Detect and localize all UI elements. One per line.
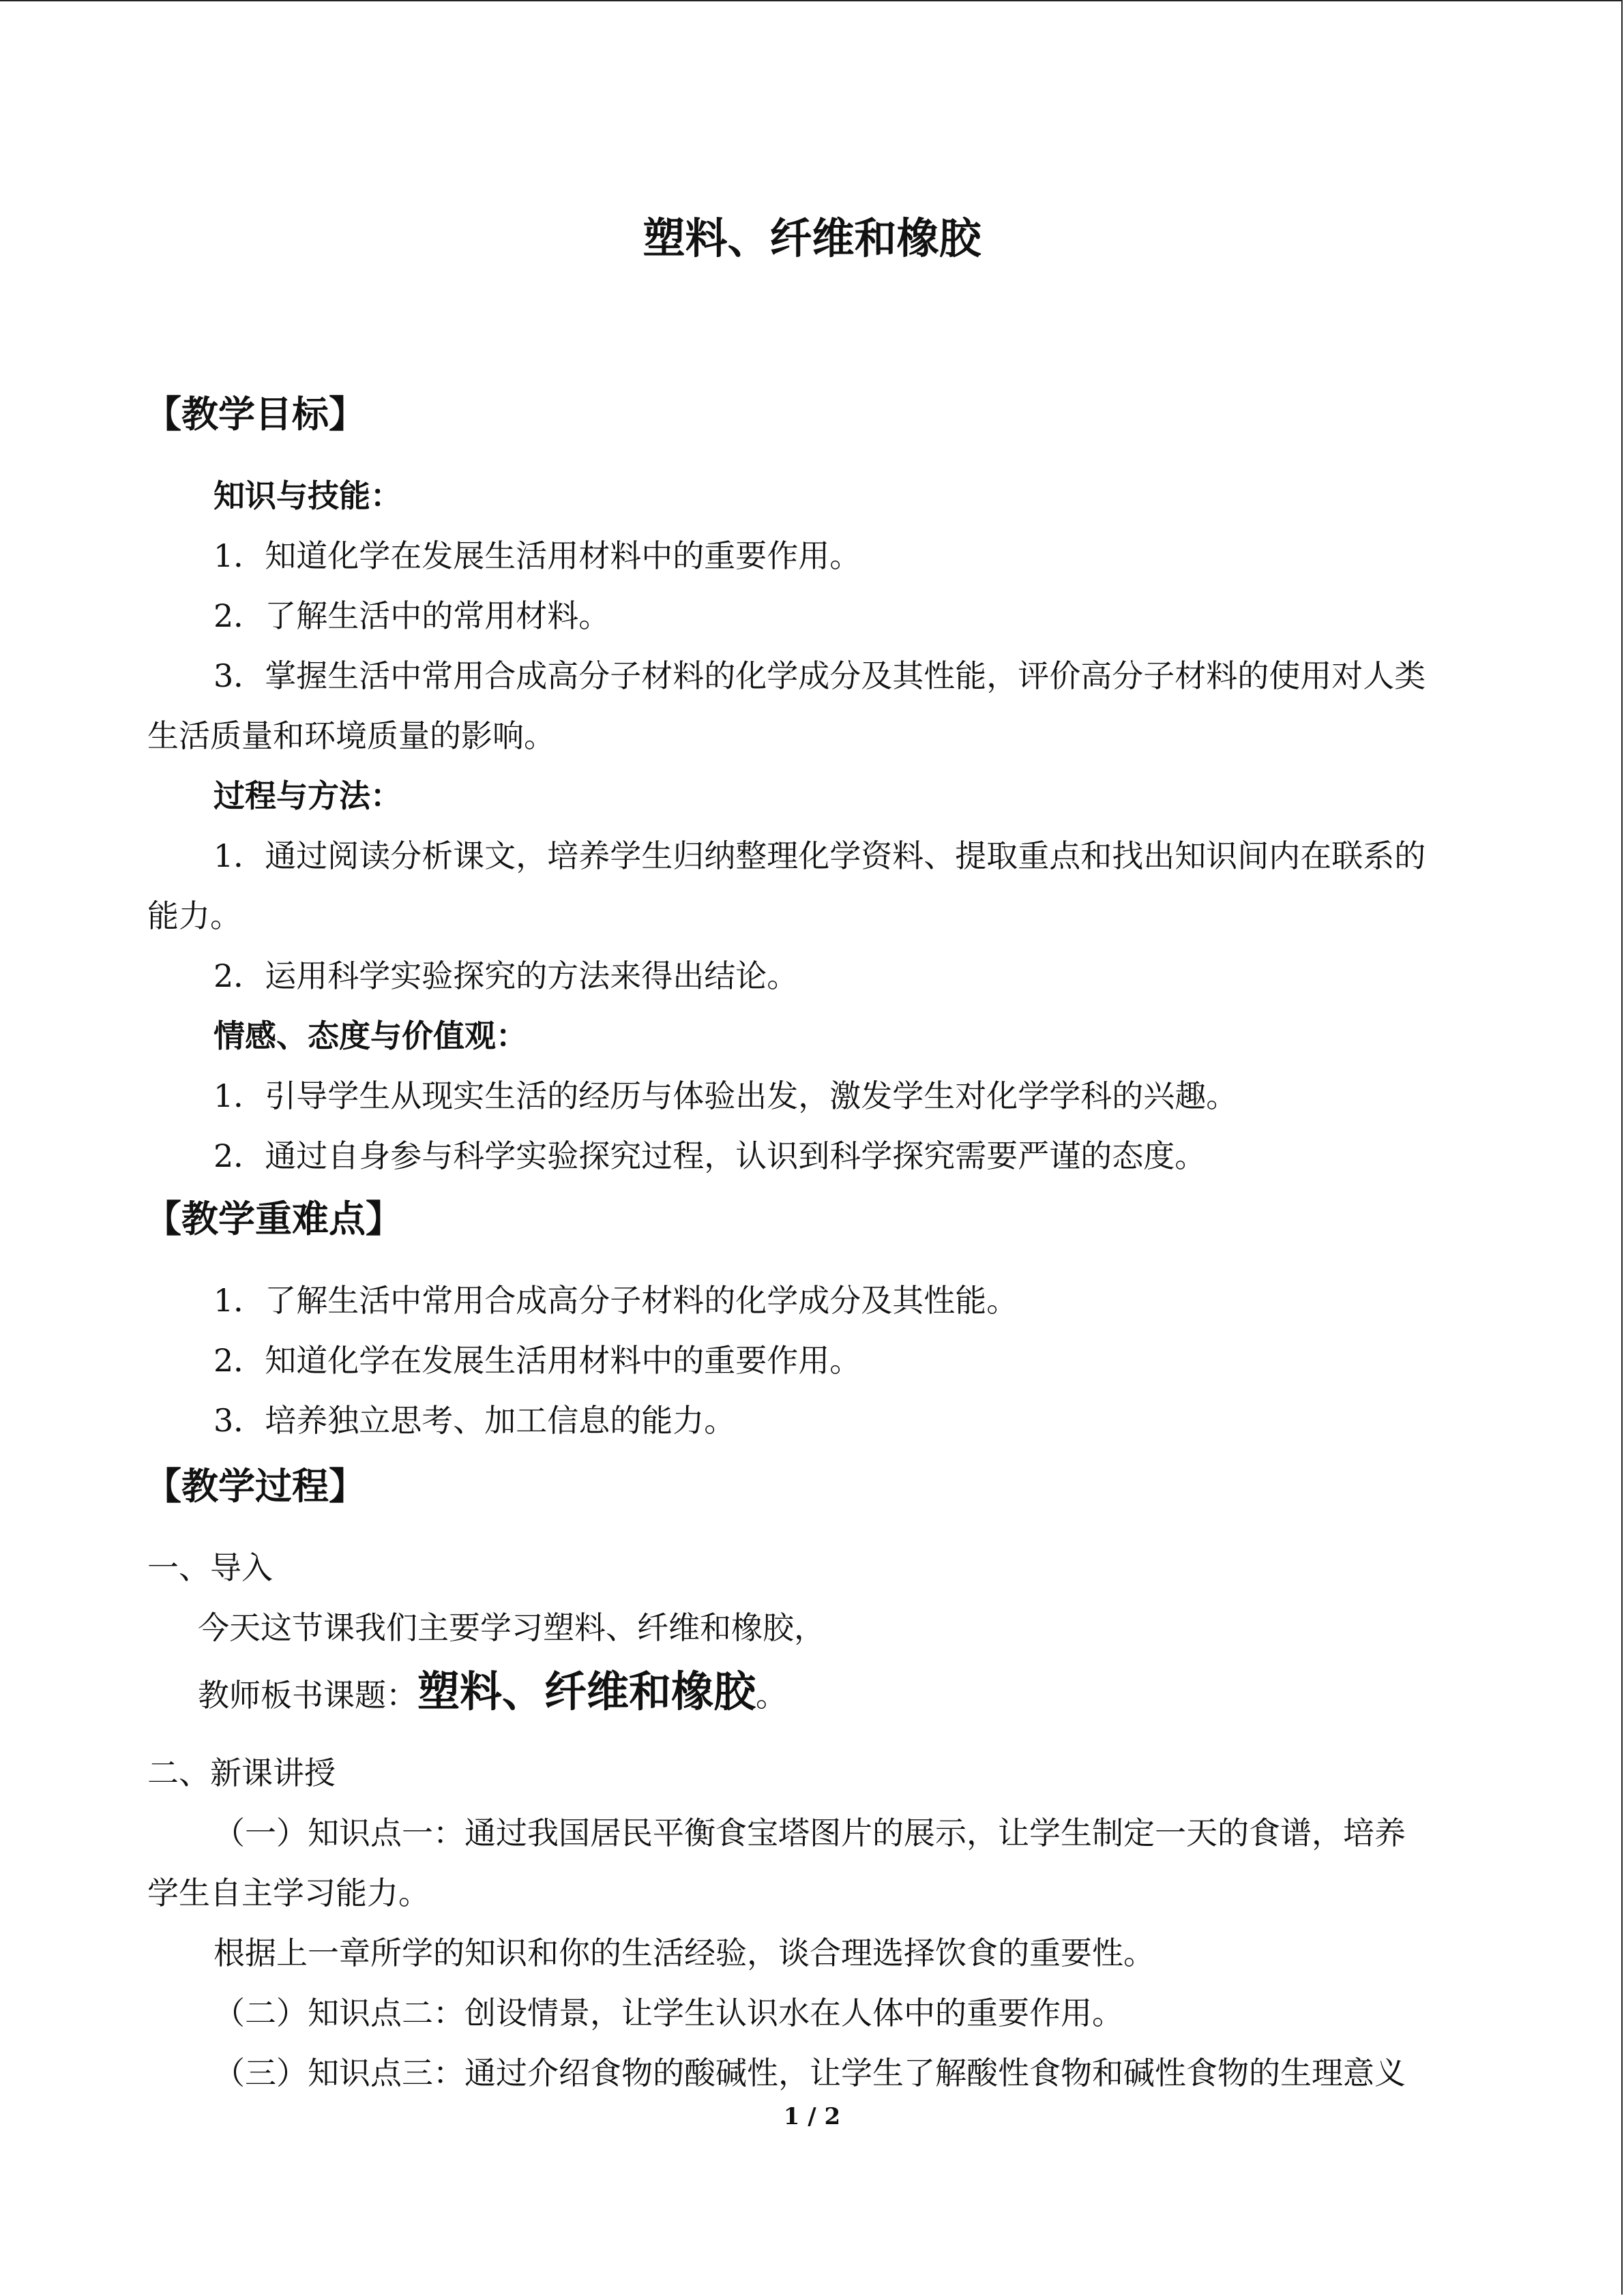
new-lesson-item-3: （二）知识点二：创设情景，让学生认识水在人体中的重要作用。 xyxy=(213,1995,1123,2031)
document-title: 塑料、纤维和橡胶 xyxy=(643,213,981,263)
new-lesson-item-1-cont: 学生自主学习能力。 xyxy=(147,1875,430,1911)
knowledge-item-3-cont: 生活质量和环境质量的影响。 xyxy=(147,717,555,754)
key-point-3: 3．培养独立思考、加工信息的能力。 xyxy=(213,1402,736,1439)
intro-label: 一、导入 xyxy=(147,1549,273,1586)
knowledge-skills-label: 知识与技能： xyxy=(213,477,402,514)
process-item-2: 2．运用科学实验探究的方法来得出结论。 xyxy=(213,957,799,994)
process-heading: 【教学过程】 xyxy=(145,1465,366,1508)
emotion-item-2: 2．通过自身参与科学实验探究过程，认识到科学探究需要严谨的态度。 xyxy=(213,1137,1207,1174)
board-title: 塑料、纤维和橡胶 xyxy=(417,1667,756,1716)
new-lesson-item-1: （一）知识点一：通过我国居民平衡食宝塔图片的展示，让学生制定一天的食谱，培养 xyxy=(213,1815,1406,1851)
knowledge-item-2: 2．了解生活中的常用材料。 xyxy=(213,597,610,634)
intro-line-1: 今天这节课我们主要学习塑料、纤维和橡胶， xyxy=(198,1609,825,1646)
emotion-values-label: 情感、态度与价值观： xyxy=(213,1017,527,1054)
knowledge-item-1: 1．知道化学在发展生活用材料中的重要作用。 xyxy=(213,537,861,574)
key-point-2: 2．知道化学在发展生活用材料中的重要作用。 xyxy=(213,1342,861,1379)
new-lesson-label: 二、新课讲授 xyxy=(147,1755,336,1791)
emotion-item-1: 1．引导学生从现实生活的经历与体验出发，激发学生对化学学科的兴趣。 xyxy=(213,1077,1238,1114)
intro-board-line xyxy=(198,1667,788,1716)
key-points-heading: 【教学重难点】 xyxy=(145,1197,402,1240)
new-lesson-item-4: （三）知识点三：通过介绍食物的酸碱性，让学生了解酸性食物和碱性食物的生理意义 xyxy=(213,2055,1406,2091)
page-number: 1 / 2 xyxy=(783,2103,841,2130)
process-item-1: 1．通过阅读分析课文，培养学生归纳整理化学资料、提取重点和找出知识间内在联系的 xyxy=(213,837,1426,874)
new-lesson-item-2: 根据上一章所学的知识和你的生活经验，谈合理选择饮食的重要性。 xyxy=(213,1935,1155,1971)
objectives-heading: 【教学目标】 xyxy=(145,393,366,436)
process-item-1-cont: 能力。 xyxy=(147,897,241,934)
knowledge-item-3: 3．掌握生活中常用合成高分子材料的化学成分及其性能，评价高分子材料的使用对人类 xyxy=(213,657,1426,694)
board-suffix: 。 xyxy=(756,1677,788,1714)
key-point-1: 1．了解生活中常用合成高分子材料的化学成分及其性能。 xyxy=(213,1282,1018,1319)
process-method-label: 过程与方法： xyxy=(213,777,402,814)
board-prefix: 教师板书课题： xyxy=(198,1677,417,1714)
